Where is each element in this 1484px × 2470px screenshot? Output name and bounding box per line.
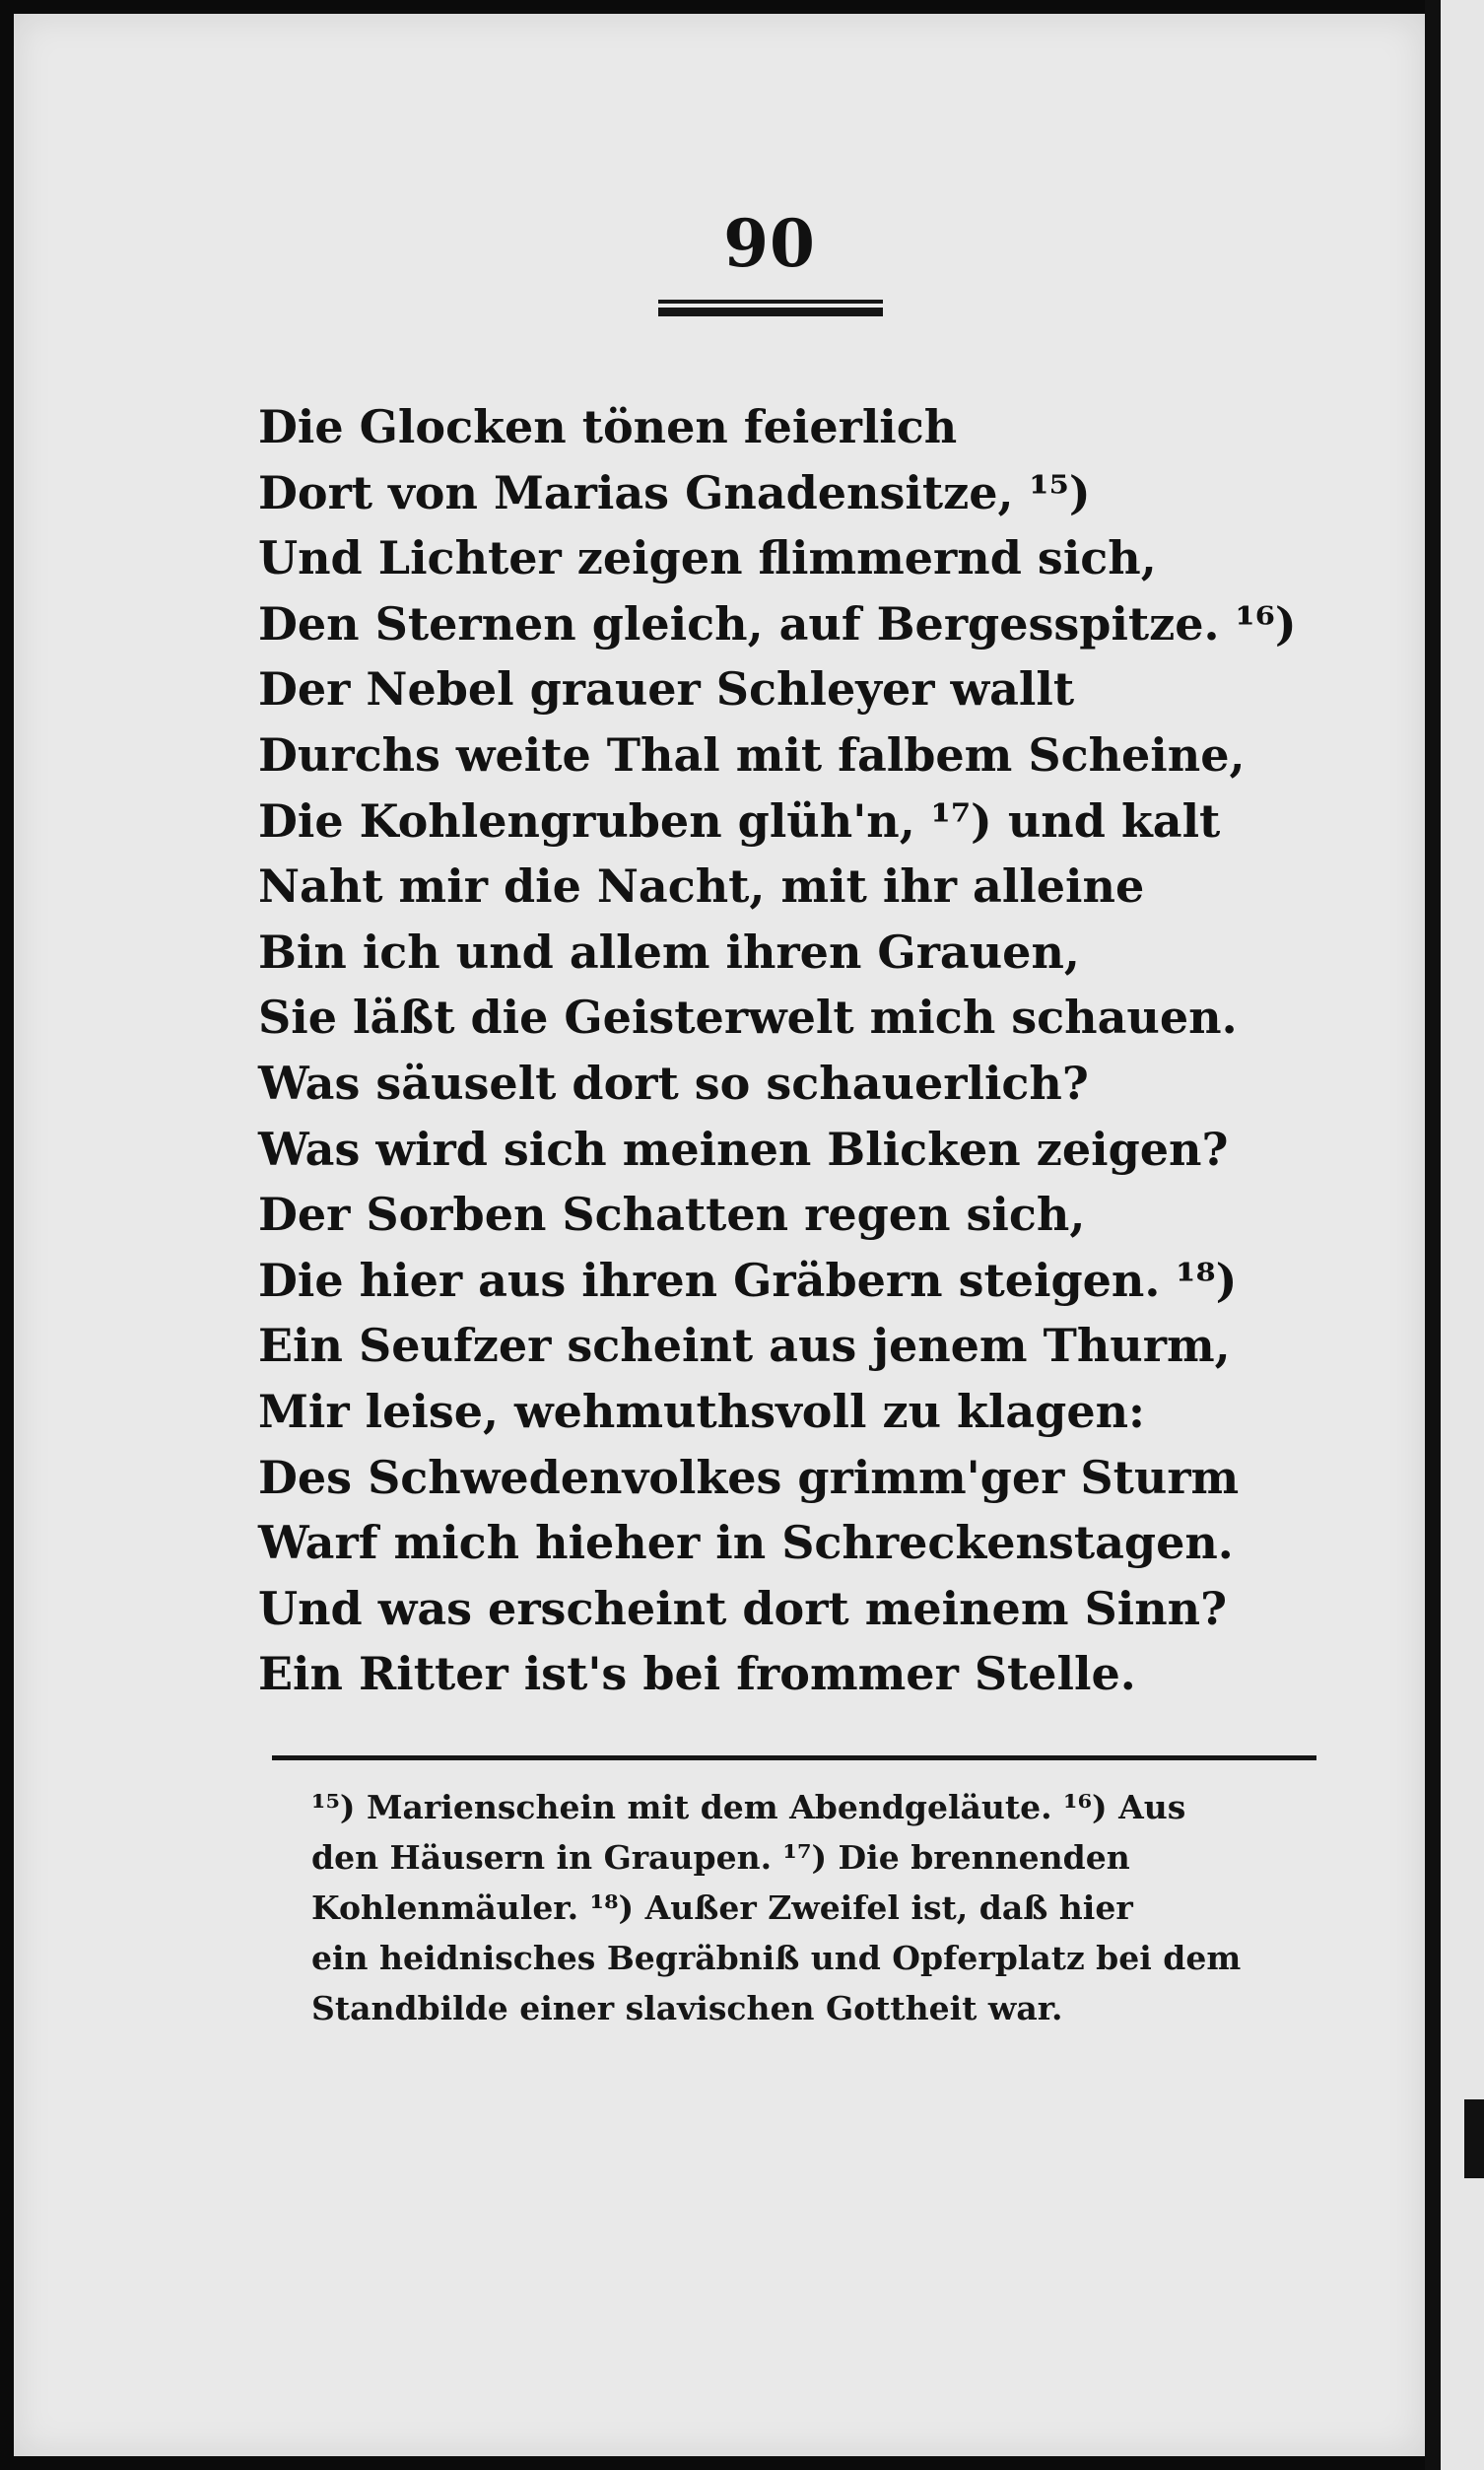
footnote-line: Kohlenmäuler. ¹⁸) Außer Zweifel ist, daß hier <box>311 1888 1133 1927</box>
poem-line: Bin ich und allem ihren Grauen, <box>258 925 1080 979</box>
poem-line: Die Glocken tönen feierlich <box>258 400 958 453</box>
footnote-line: ¹⁵) Marienschein mit dem Abendgeläute. ¹⁶) Aus <box>311 1788 1186 1826</box>
poem-line: Ein Ritter ist's bei frommer Stelle. <box>258 1647 1136 1701</box>
page-number-rule <box>658 300 883 304</box>
poem-line: Durchs weite Thal mit falbem Scheine, <box>258 727 1246 782</box>
footnotes <box>311 1782 1316 2033</box>
poem-line: Naht mir die Nacht, mit ihr alleine <box>258 859 1145 914</box>
poem-line: Und Lichter zeigen flimmernd sich, <box>258 531 1157 585</box>
footnote-line: den Häusern in Graupen. ¹⁷) Die brennenden <box>311 1838 1130 1877</box>
poem-line: Dort von Marias Gnadensitze, ¹⁵) <box>258 465 1091 519</box>
poem-line: Mir leise, wehmuthsvoll zu klagen: <box>258 1384 1146 1438</box>
footnote-line: Standbilde einer slavischen Gottheit war. <box>311 1989 1063 2027</box>
footnote-divider <box>272 1755 1316 1760</box>
footnote-line: ein heidnisches Begräbniß und Opferplatz bei dem <box>311 1939 1242 1977</box>
page-number-rule-thick <box>658 308 883 316</box>
scan-edge-mark <box>1464 2099 1484 2178</box>
poem-text <box>258 394 1297 1707</box>
poem-line: Der Sorben Schatten regen sich, <box>258 1188 1086 1242</box>
poem-line: Was säuselt dort so schauerlich? <box>258 1056 1089 1110</box>
poem-line: Des Schwedenvolkes grimm'ger Sturm <box>258 1450 1240 1504</box>
scan-edge-shadow <box>1425 0 1441 2470</box>
poem-line: Den Sternen gleich, auf Bergesspitze. ¹⁶) <box>258 596 1297 651</box>
poem-line: Der Nebel grauer Schleyer wallt <box>258 662 1075 717</box>
poem-line: Die Kohlengruben glüh'n, ¹⁷) und kalt <box>258 793 1221 848</box>
poem-line: Und was erscheint dort meinem Sinn? <box>258 1581 1228 1635</box>
poem-line: Ein Seufzer scheint aus jenem Thurm, <box>258 1319 1231 1373</box>
poem-line: Die hier aus ihren Gräbern steigen. ¹⁸) <box>258 1253 1238 1307</box>
poem-line: Warf mich hieher in Schreckenstagen. <box>258 1516 1234 1570</box>
poem-line: Was wird sich meinen Blicken zeigen? <box>258 1122 1229 1176</box>
poem-line: Sie läßt die Geisterwelt mich schauen. <box>258 991 1238 1045</box>
page-number: 90 <box>723 205 816 282</box>
